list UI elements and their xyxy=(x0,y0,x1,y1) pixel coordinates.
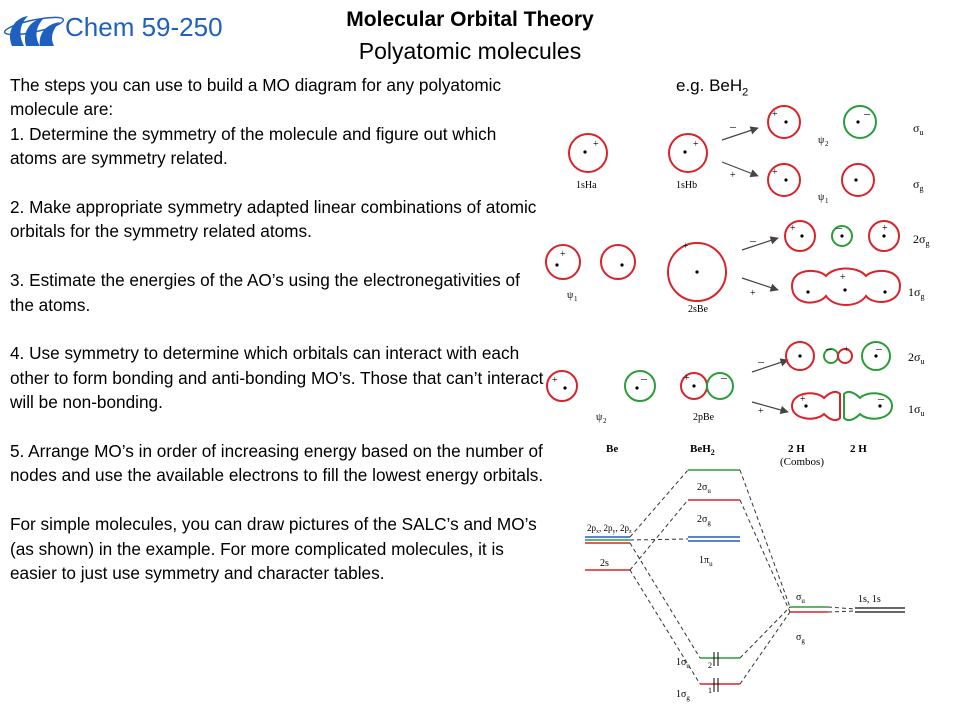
example-label: e.g. BeH$_2$ xyxy=(676,76,749,99)
svg-text:σg: $\sigma_g$ xyxy=(913,177,924,193)
svg-text:1: 1 xyxy=(574,295,578,303)
svg-text:2sBe: 2sBe xyxy=(688,304,708,315)
svg-text:–: – xyxy=(826,343,832,355)
svg-text:+: + xyxy=(758,406,764,417)
svg-text:2σu: $2\sigma_u$ xyxy=(697,482,711,495)
closing-text: For simple molecules, you can draw pictures of the SALC’s and MO’s (as shown) in the example. For more complicated molecules, it is easier to just use symmetry and character tables. xyxy=(10,514,537,584)
svg-text:2s: 2s xyxy=(600,558,609,569)
svg-text:+: + xyxy=(882,223,888,234)
slide-title: Molecular Orbital Theory xyxy=(346,8,594,31)
svg-text:–: – xyxy=(730,119,736,133)
svg-text:Be: Be xyxy=(606,443,619,455)
svg-text:+: + xyxy=(593,139,599,150)
svg-text:1σg: $1\sigma_g$ xyxy=(908,285,925,301)
svg-text:–: – xyxy=(641,371,647,385)
svg-text:–: – xyxy=(721,370,727,384)
svg-text:2: 2 xyxy=(708,661,712,670)
svg-text:σu: $\sigma_u$ xyxy=(796,592,805,605)
svg-text:+: + xyxy=(693,139,699,150)
step-5: 5. Arrange MO’s in order of increasing energy based on the number of nodes and use the available electrons to fill the lowest energy orbitals. xyxy=(10,441,544,486)
svg-text:+: + xyxy=(750,288,756,299)
svg-text:ψ: ψ xyxy=(818,135,825,146)
step-4: 4. Use symmetry to determine which orbitals can interact with each other to form bonding and anti-bonding MO’s. Those that can’t interact will be non-bonding. xyxy=(10,343,544,413)
slide-subtitle: Polyatomic molecules xyxy=(358,38,582,64)
svg-text:2 H: 2 H xyxy=(850,443,867,455)
svg-text:+: + xyxy=(844,344,850,354)
be-2p-row xyxy=(547,341,892,425)
orbital-1shb xyxy=(669,134,707,172)
steps-intro: The steps you can use to build a MO diagram for any polyatomic molecule are: xyxy=(10,75,502,120)
svg-text:+: + xyxy=(772,167,778,178)
svg-text:2 H: 2 H xyxy=(788,443,805,455)
svg-text:+: + xyxy=(772,109,778,120)
svg-text:–: – xyxy=(836,220,842,234)
svg-text:2: 2 xyxy=(603,417,607,425)
column-headers xyxy=(606,443,867,468)
h-1s-orbitals xyxy=(569,106,876,205)
svg-text:–: – xyxy=(878,391,884,405)
svg-text:2σu: $2\sigma_u$ xyxy=(908,350,925,366)
step-3: 3. Estimate the energies of the AO’s using the electronegativities of the atoms. xyxy=(10,270,520,315)
step-2: 2. Make appropriate symmetry adapted linear combinations of atomic orbitals for the symmetry related atoms. xyxy=(10,197,537,242)
svg-text:+: + xyxy=(800,394,806,405)
svg-text:+: + xyxy=(790,223,796,234)
svg-text:σg: $\sigma_g$ xyxy=(796,632,805,645)
svg-text:σu: $\sigma_u$ xyxy=(913,121,924,137)
svg-text:1σu: $1\sigma_u$ xyxy=(676,657,690,670)
step-1: 1. Determine the symmetry of the molecule and figure out which atoms are symmetry related. xyxy=(10,123,497,169)
svg-text:–: – xyxy=(750,233,756,247)
svg-text:ψ: ψ xyxy=(818,192,825,203)
be-2s-row xyxy=(546,220,900,315)
svg-text:–: – xyxy=(758,354,764,368)
svg-text:2σg: $2\sigma_g$ xyxy=(913,232,930,248)
svg-text:1πu: $1\pi_u$ xyxy=(699,555,713,568)
svg-text:1: 1 xyxy=(708,686,712,695)
svg-text:+: + xyxy=(684,373,690,384)
svg-text:ψ: ψ xyxy=(567,290,574,301)
svg-text:2px, 2py, 2pz: $2p_x$, $2p_y$, $2p_z$ xyxy=(587,523,632,535)
svg-text:1σg: $1\sigma_g$ xyxy=(676,689,690,702)
svg-text:1s, 1s: 1s, 1s xyxy=(858,594,881,605)
svg-text:2σg: $2\sigma_g$ xyxy=(697,514,711,527)
svg-text:+: + xyxy=(840,272,846,283)
svg-text:BeH2: BeH$_2$ xyxy=(690,443,715,457)
svg-text:2pBe: 2pBe xyxy=(693,412,715,423)
label-1shb: 1sHb xyxy=(676,180,698,191)
label-1sha: 1sHa xyxy=(576,180,597,191)
svg-text:1: 1 xyxy=(825,197,829,205)
svg-text:+: + xyxy=(730,170,736,181)
energy-level-diagram xyxy=(585,470,905,702)
svg-text:–: – xyxy=(864,106,870,120)
svg-text:2: 2 xyxy=(825,140,829,148)
orbital-2pbe-minus xyxy=(707,373,733,399)
orbital-symmetry-labels xyxy=(908,121,929,418)
svg-text:ψ: ψ xyxy=(596,412,603,423)
course-title: Chem 59-250 xyxy=(65,12,223,42)
svg-text:+: + xyxy=(560,249,566,260)
orbital-1sha xyxy=(569,134,607,172)
svg-text:(Combos): (Combos) xyxy=(780,456,824,468)
svg-text:+: + xyxy=(552,375,558,386)
svg-text:+: + xyxy=(683,241,689,252)
svg-text:1σu: $1\sigma_u$ xyxy=(908,402,925,418)
svg-text:–: – xyxy=(876,341,882,355)
